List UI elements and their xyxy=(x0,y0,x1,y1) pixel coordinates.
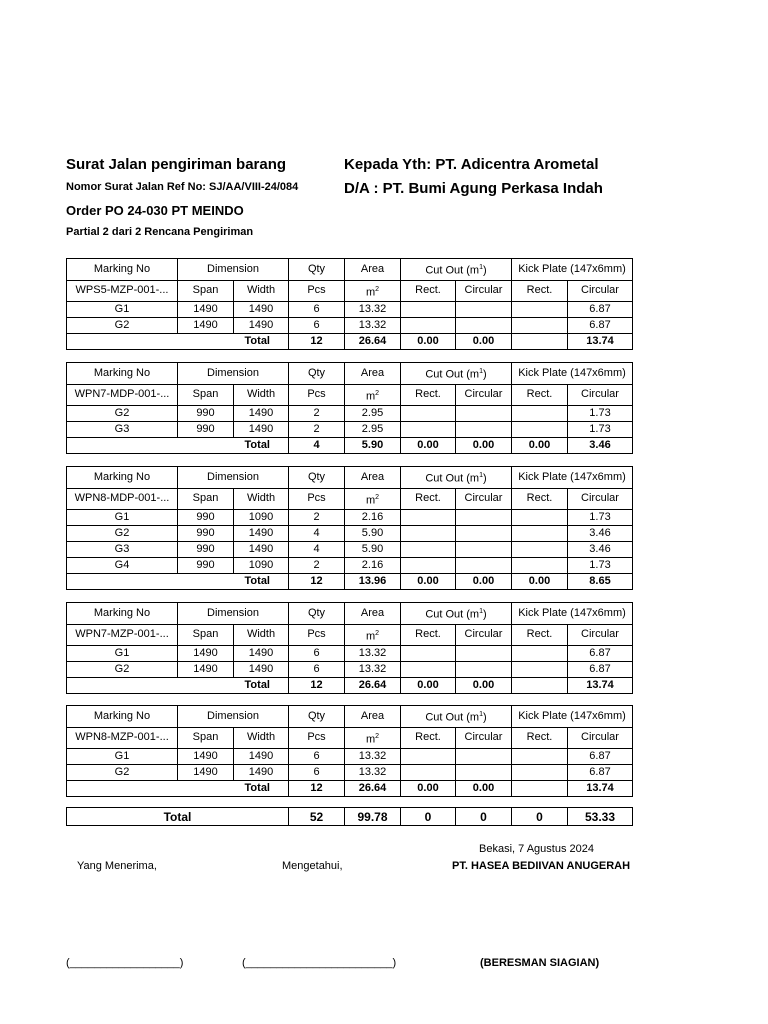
partial-note: Partial 2 dari 2 Rencana Pengiriman xyxy=(66,226,254,238)
header-dimension: Dimension xyxy=(178,363,289,385)
document-title: Surat Jalan pengiriman barang xyxy=(66,156,287,173)
cell-cutout-circular xyxy=(456,646,512,662)
acknowledged-label: Mengetahui, xyxy=(282,860,343,872)
subheader-m2-sup: 2 xyxy=(375,732,380,740)
total-area: 26.64 xyxy=(345,781,401,797)
cell-area: 13.32 xyxy=(345,765,401,781)
table-header-row xyxy=(67,706,633,728)
header-cutout-sup: 1 xyxy=(479,368,484,375)
header-dimension: Dimension xyxy=(178,706,289,728)
total-label: Total xyxy=(67,334,289,350)
cell-cutout-circular xyxy=(456,765,512,781)
cell-qty: 6 xyxy=(289,749,345,765)
cell-kick-circular: 6.87 xyxy=(568,749,633,765)
cell-kick-rect xyxy=(512,526,568,542)
subheader-kick-rect: Rect. xyxy=(512,727,568,749)
header-dimension: Dimension xyxy=(178,603,289,625)
cell-width: 1490 xyxy=(234,749,289,765)
header-cutout xyxy=(401,706,512,728)
total-kick-rect xyxy=(512,334,568,350)
grand-total-qty: 52 xyxy=(289,808,345,826)
header-cutout-label: Cut Out (m xyxy=(425,368,480,381)
subheader-m2-label: m xyxy=(365,286,376,299)
cell-cutout-circular xyxy=(456,302,512,318)
subheader-m2 xyxy=(345,727,401,749)
table-row xyxy=(67,318,633,334)
marking-prefix: WPN8-MZP-001-... xyxy=(67,727,178,749)
header-cutout-label: Cut Out (m xyxy=(425,608,480,621)
cell-kick-rect xyxy=(512,558,568,574)
subheader-m2-sup: 2 xyxy=(375,629,380,637)
cell-width: 1490 xyxy=(234,646,289,662)
total-cutout-circular: 0.00 xyxy=(456,438,512,454)
grand-total-cutout-circular: 0 xyxy=(456,808,512,826)
cell-cutout-circular xyxy=(456,662,512,678)
cell-span: 990 xyxy=(178,510,234,526)
table-header-row xyxy=(67,467,633,489)
total-kick-rect: 0.00 xyxy=(512,438,568,454)
table-header-row xyxy=(67,603,633,625)
subheader-cutout-rect: Rect. xyxy=(401,280,456,302)
cell-mark: G2 xyxy=(67,406,178,422)
cell-width: 1490 xyxy=(234,318,289,334)
table-total-row xyxy=(67,334,633,350)
cell-width: 1490 xyxy=(234,422,289,438)
cell-area: 5.90 xyxy=(345,526,401,542)
header-cutout xyxy=(401,467,512,489)
cell-kick-circular: 1.73 xyxy=(568,558,633,574)
subheader-cutout-rect: Rect. xyxy=(401,384,456,406)
total-cutout-rect: 0.00 xyxy=(401,574,456,590)
subheader-kick-circular: Circular xyxy=(568,624,633,646)
cell-kick-circular: 1.73 xyxy=(568,422,633,438)
total-kick-circular: 13.74 xyxy=(568,334,633,350)
total-qty: 12 xyxy=(289,781,345,797)
subheader-span: Span xyxy=(178,624,234,646)
cell-qty: 6 xyxy=(289,662,345,678)
cell-width: 1090 xyxy=(234,510,289,526)
cell-cutout-rect xyxy=(401,765,456,781)
header-marking: Marking No xyxy=(67,603,178,625)
header-cutout-label: Cut Out (m xyxy=(425,264,480,277)
header-area: Area xyxy=(345,603,401,625)
cell-kick-rect xyxy=(512,646,568,662)
cell-area: 13.32 xyxy=(345,302,401,318)
table-total-row xyxy=(67,438,633,454)
table-row xyxy=(67,662,633,678)
cell-area: 2.95 xyxy=(345,406,401,422)
header-dimension: Dimension xyxy=(178,259,289,281)
total-cutout-rect: 0.00 xyxy=(401,438,456,454)
subheader-pcs: Pcs xyxy=(289,384,345,406)
header-kick-plate: Kick Plate (147x6mm) xyxy=(512,706,633,728)
cell-mark: G3 xyxy=(67,542,178,558)
delivery-address: D/A : PT. Bumi Agung Perkasa Indah xyxy=(344,180,603,197)
receiver-label: Yang Menerima, xyxy=(77,860,157,872)
subheader-cutout-rect: Rect. xyxy=(401,624,456,646)
table-row xyxy=(67,302,633,318)
marking-prefix: WPN7-MDP-001-... xyxy=(67,384,178,406)
total-kick-circular: 8.65 xyxy=(568,574,633,590)
header-dimension: Dimension xyxy=(178,467,289,489)
subheader-width: Width xyxy=(234,280,289,302)
delivery-table xyxy=(66,705,633,797)
header-kick-plate: Kick Plate (147x6mm) xyxy=(512,259,633,281)
cell-kick-circular: 6.87 xyxy=(568,765,633,781)
subheader-kick-circular: Circular xyxy=(568,727,633,749)
header-cutout-label: Cut Out (m xyxy=(425,711,480,724)
cell-cutout-circular xyxy=(456,749,512,765)
total-cutout-rect: 0.00 xyxy=(401,781,456,797)
total-cutout-rect: 0.00 xyxy=(401,334,456,350)
cell-width: 1490 xyxy=(234,406,289,422)
total-kick-circular: 3.46 xyxy=(568,438,633,454)
header-kick-plate: Kick Plate (147x6mm) xyxy=(512,467,633,489)
cell-width: 1490 xyxy=(234,526,289,542)
header-cutout xyxy=(401,363,512,385)
table-row xyxy=(67,406,633,422)
table-row xyxy=(67,510,633,526)
cell-cutout-circular xyxy=(456,406,512,422)
cell-cutout-rect xyxy=(401,302,456,318)
delivery-table xyxy=(66,258,633,350)
subheader-width: Width xyxy=(234,727,289,749)
cell-width: 1090 xyxy=(234,558,289,574)
marking-prefix: WPN8-MDP-001-... xyxy=(67,488,178,510)
place-date: Bekasi, 7 Agustus 2024 xyxy=(479,843,594,855)
cell-area: 13.32 xyxy=(345,749,401,765)
cell-cutout-circular xyxy=(456,318,512,334)
delivery-table xyxy=(66,466,633,590)
subheader-span: Span xyxy=(178,488,234,510)
subheader-span: Span xyxy=(178,384,234,406)
total-cutout-circular: 0.00 xyxy=(456,574,512,590)
cell-kick-circular: 6.87 xyxy=(568,646,633,662)
cell-mark: G1 xyxy=(67,302,178,318)
total-kick-circular: 13.74 xyxy=(568,781,633,797)
cell-cutout-rect xyxy=(401,422,456,438)
table-subheader-row xyxy=(67,727,633,749)
cell-width: 1490 xyxy=(234,662,289,678)
header-cutout-label: Cut Out (m xyxy=(425,472,480,485)
subheader-width: Width xyxy=(234,624,289,646)
cell-kick-rect xyxy=(512,422,568,438)
subheader-m2-label: m xyxy=(365,390,376,403)
cell-kick-circular: 6.87 xyxy=(568,318,633,334)
cell-cutout-rect xyxy=(401,510,456,526)
cell-qty: 6 xyxy=(289,646,345,662)
subheader-cutout-circular: Circular xyxy=(456,384,512,406)
header-marking: Marking No xyxy=(67,363,178,385)
header-marking: Marking No xyxy=(67,467,178,489)
subheader-pcs: Pcs xyxy=(289,280,345,302)
total-area: 26.64 xyxy=(345,334,401,350)
cell-qty: 2 xyxy=(289,406,345,422)
header-qty: Qty xyxy=(289,603,345,625)
header-cutout-sup: 1 xyxy=(479,472,484,479)
cell-span: 1490 xyxy=(178,646,234,662)
cell-area: 13.32 xyxy=(345,646,401,662)
total-area: 5.90 xyxy=(345,438,401,454)
header-cutout-close: ) xyxy=(483,608,487,621)
total-kick-rect: 0.00 xyxy=(512,574,568,590)
subheader-m2 xyxy=(345,624,401,646)
cell-kick-rect xyxy=(512,302,568,318)
cell-mark: G3 xyxy=(67,422,178,438)
subheader-m2 xyxy=(345,280,401,302)
subheader-m2-label: m xyxy=(365,494,376,507)
cell-cutout-rect xyxy=(401,662,456,678)
cell-mark: G1 xyxy=(67,646,178,662)
subheader-cutout-rect: Rect. xyxy=(401,488,456,510)
total-cutout-circular: 0.00 xyxy=(456,334,512,350)
subheader-cutout-circular: Circular xyxy=(456,488,512,510)
subheader-m2 xyxy=(345,488,401,510)
subheader-kick-circular: Circular xyxy=(568,280,633,302)
subheader-pcs: Pcs xyxy=(289,488,345,510)
cell-kick-rect xyxy=(512,318,568,334)
cell-area: 5.90 xyxy=(345,542,401,558)
header-cutout-close: ) xyxy=(483,472,487,485)
cell-span: 1490 xyxy=(178,765,234,781)
header-cutout-sup: 1 xyxy=(479,264,484,271)
table-total-row xyxy=(67,781,633,797)
header-cutout-close: ) xyxy=(483,368,487,381)
cell-kick-circular: 6.87 xyxy=(568,302,633,318)
header-qty: Qty xyxy=(289,706,345,728)
subheader-pcs: Pcs xyxy=(289,727,345,749)
cell-area: 13.32 xyxy=(345,662,401,678)
total-kick-rect xyxy=(512,781,568,797)
cell-cutout-circular xyxy=(456,510,512,526)
delivery-table xyxy=(66,362,633,454)
cell-area: 2.16 xyxy=(345,558,401,574)
grand-total-kick-circular: 53.33 xyxy=(568,808,633,826)
total-qty: 12 xyxy=(289,678,345,694)
cell-kick-rect xyxy=(512,765,568,781)
cell-mark: G2 xyxy=(67,662,178,678)
total-qty: 12 xyxy=(289,334,345,350)
cell-width: 1490 xyxy=(234,542,289,558)
table-total-row xyxy=(67,574,633,590)
grand-total-row xyxy=(67,808,633,826)
cell-kick-circular: 1.73 xyxy=(568,406,633,422)
cell-kick-circular: 6.87 xyxy=(568,662,633,678)
cell-mark: G4 xyxy=(67,558,178,574)
grand-total-table xyxy=(66,807,633,826)
table-row xyxy=(67,765,633,781)
cell-qty: 6 xyxy=(289,302,345,318)
subheader-kick-circular: Circular xyxy=(568,488,633,510)
subheader-m2 xyxy=(345,384,401,406)
header-qty: Qty xyxy=(289,467,345,489)
cell-cutout-circular xyxy=(456,526,512,542)
cell-cutout-rect xyxy=(401,558,456,574)
cell-span: 1490 xyxy=(178,318,234,334)
header-cutout xyxy=(401,603,512,625)
subheader-m2-sup: 2 xyxy=(375,493,380,501)
table-subheader-row xyxy=(67,280,633,302)
subheader-kick-rect: Rect. xyxy=(512,624,568,646)
table-row xyxy=(67,646,633,662)
header-cutout-close: ) xyxy=(483,711,487,724)
cell-mark: G1 xyxy=(67,749,178,765)
cell-kick-rect xyxy=(512,510,568,526)
marking-prefix: WPN7-MZP-001-... xyxy=(67,624,178,646)
header-marking: Marking No xyxy=(67,259,178,281)
table-header-row xyxy=(67,259,633,281)
subheader-kick-circular: Circular xyxy=(568,384,633,406)
cell-mark: G2 xyxy=(67,765,178,781)
total-qty: 4 xyxy=(289,438,345,454)
cell-qty: 2 xyxy=(289,422,345,438)
signer-name: (BERESMAN SIAGIAN) xyxy=(480,957,600,969)
subheader-cutout-circular: Circular xyxy=(456,280,512,302)
header-area: Area xyxy=(345,259,401,281)
table-total-row xyxy=(67,678,633,694)
header-cutout-sup: 1 xyxy=(479,608,484,615)
subheader-m2-label: m xyxy=(365,733,376,746)
subheader-pcs: Pcs xyxy=(289,624,345,646)
grand-total-label: Total xyxy=(67,808,289,826)
cell-kick-circular: 3.46 xyxy=(568,542,633,558)
table-row xyxy=(67,749,633,765)
total-cutout-rect: 0.00 xyxy=(401,678,456,694)
header-cutout-sup: 1 xyxy=(479,711,484,718)
total-label: Total xyxy=(67,781,289,797)
subheader-span: Span xyxy=(178,280,234,302)
cell-kick-rect xyxy=(512,542,568,558)
total-label: Total xyxy=(67,438,289,454)
grand-total-kick-rect: 0 xyxy=(512,808,568,826)
company-name: PT. HASEA BEDIIVAN ANUGERAH xyxy=(452,860,631,872)
cell-kick-rect xyxy=(512,406,568,422)
subheader-cutout-rect: Rect. xyxy=(401,727,456,749)
table-row xyxy=(67,526,633,542)
delivery-table xyxy=(66,602,633,694)
total-label: Total xyxy=(67,574,289,590)
cell-span: 1490 xyxy=(178,662,234,678)
cell-cutout-rect xyxy=(401,646,456,662)
cell-span: 990 xyxy=(178,558,234,574)
cell-kick-circular: 1.73 xyxy=(568,510,633,526)
acknowledged-signature-line: (________________________) xyxy=(242,957,397,969)
total-area: 26.64 xyxy=(345,678,401,694)
header-cutout xyxy=(401,259,512,281)
header-kick-plate: Kick Plate (147x6mm) xyxy=(512,363,633,385)
cell-mark: G1 xyxy=(67,510,178,526)
table-subheader-row xyxy=(67,384,633,406)
cell-span: 1490 xyxy=(178,302,234,318)
order-number: Order PO 24-030 PT MEINDO xyxy=(66,203,244,218)
cell-cutout-rect xyxy=(401,542,456,558)
cell-area: 2.16 xyxy=(345,510,401,526)
subheader-span: Span xyxy=(178,727,234,749)
cell-cutout-rect xyxy=(401,526,456,542)
cell-mark: G2 xyxy=(67,318,178,334)
grand-total-cutout-rect: 0 xyxy=(401,808,456,826)
cell-cutout-rect xyxy=(401,749,456,765)
total-area: 13.96 xyxy=(345,574,401,590)
grand-total-area: 99.78 xyxy=(345,808,401,826)
cell-kick-rect xyxy=(512,662,568,678)
table-subheader-row xyxy=(67,624,633,646)
header-qty: Qty xyxy=(289,363,345,385)
marking-prefix: WPS5-MZP-001-... xyxy=(67,280,178,302)
cell-cutout-rect xyxy=(401,318,456,334)
table-row xyxy=(67,558,633,574)
header-kick-plate: Kick Plate (147x6mm) xyxy=(512,603,633,625)
subheader-cutout-circular: Circular xyxy=(456,727,512,749)
cell-cutout-circular xyxy=(456,542,512,558)
cell-cutout-circular xyxy=(456,558,512,574)
cell-span: 990 xyxy=(178,542,234,558)
header-cutout-close: ) xyxy=(483,264,487,277)
cell-width: 1490 xyxy=(234,765,289,781)
subheader-width: Width xyxy=(234,384,289,406)
header-marking: Marking No xyxy=(67,706,178,728)
cell-qty: 4 xyxy=(289,542,345,558)
cell-area: 13.32 xyxy=(345,318,401,334)
header-area: Area xyxy=(345,467,401,489)
header-area: Area xyxy=(345,706,401,728)
total-cutout-circular: 0.00 xyxy=(456,781,512,797)
subheader-kick-rect: Rect. xyxy=(512,488,568,510)
cell-mark: G2 xyxy=(67,526,178,542)
cell-span: 1490 xyxy=(178,749,234,765)
cell-cutout-circular xyxy=(456,422,512,438)
cell-qty: 4 xyxy=(289,526,345,542)
cell-qty: 2 xyxy=(289,510,345,526)
table-row xyxy=(67,422,633,438)
cell-area: 2.95 xyxy=(345,422,401,438)
cell-span: 990 xyxy=(178,406,234,422)
reference-number: Nomor Surat Jalan Ref No: SJ/AA/VIII-24/084 xyxy=(66,181,299,193)
table-row xyxy=(67,542,633,558)
total-qty: 12 xyxy=(289,574,345,590)
header-area: Area xyxy=(345,363,401,385)
subheader-m2-sup: 2 xyxy=(375,389,380,397)
subheader-kick-rect: Rect. xyxy=(512,384,568,406)
cell-cutout-rect xyxy=(401,406,456,422)
cell-span: 990 xyxy=(178,526,234,542)
cell-qty: 6 xyxy=(289,765,345,781)
subheader-kick-rect: Rect. xyxy=(512,280,568,302)
subheader-cutout-circular: Circular xyxy=(456,624,512,646)
recipient: Kepada Yth: PT. Adicentra Arometal xyxy=(344,156,599,173)
subheader-m2-label: m xyxy=(365,630,376,643)
cell-width: 1490 xyxy=(234,302,289,318)
subheader-width: Width xyxy=(234,488,289,510)
total-label: Total xyxy=(67,678,289,694)
subheader-m2-sup: 2 xyxy=(375,285,380,293)
cell-span: 990 xyxy=(178,422,234,438)
cell-kick-rect xyxy=(512,749,568,765)
header-qty: Qty xyxy=(289,259,345,281)
total-kick-rect xyxy=(512,678,568,694)
table-subheader-row xyxy=(67,488,633,510)
cell-qty: 2 xyxy=(289,558,345,574)
cell-kick-circular: 3.46 xyxy=(568,526,633,542)
cell-qty: 6 xyxy=(289,318,345,334)
table-header-row xyxy=(67,363,633,385)
total-cutout-circular: 0.00 xyxy=(456,678,512,694)
receiver-signature-line: (__________________) xyxy=(66,957,184,969)
total-kick-circular: 13.74 xyxy=(568,678,633,694)
